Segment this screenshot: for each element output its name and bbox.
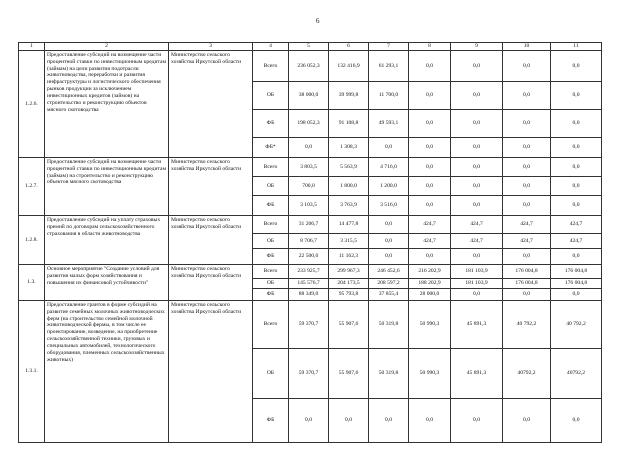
amount-cell: 0,0 — [551, 196, 602, 216]
table-body — [19, 43, 602, 443]
amount-cell: 0,0 — [551, 289, 602, 301]
amount-cell: 49 593,1 — [369, 110, 409, 138]
amount-cell: 50 319,8 — [369, 301, 409, 349]
header-cell: 11 — [551, 43, 602, 51]
funding-level: Всего — [253, 265, 289, 279]
funding-level: Всего — [253, 216, 289, 234]
funding-level: ФБ — [253, 399, 289, 443]
amount-cell: 8 706,7 — [289, 234, 329, 249]
amount-cell: 0,0 — [503, 249, 551, 265]
amount-cell: 0,0 — [369, 234, 409, 249]
header-cell: 7 — [369, 43, 409, 51]
amount-cell: 3 516,0 — [369, 196, 409, 216]
funding-level: ФБ — [253, 110, 289, 138]
row-executor: Министерство сельского хозяйства Иркутской области — [169, 265, 253, 301]
amount-cell: 424,7 — [409, 216, 451, 234]
amount-cell: 299 967,3 — [329, 265, 369, 279]
amount-cell: 0,0 — [409, 51, 451, 82]
header-row — [19, 43, 602, 51]
amount-cell: 0,0 — [451, 196, 503, 216]
amount-cell: 3 763,9 — [329, 196, 369, 216]
funding-level: ОБ — [253, 279, 289, 289]
amount-cell: 0,0 — [409, 158, 451, 177]
amount-cell: 22 500,0 — [289, 249, 329, 265]
amount-cell: 0,0 — [409, 196, 451, 216]
amount-cell: 3 103,5 — [289, 196, 329, 216]
budget-table — [18, 42, 602, 443]
amount-cell: 45 891,3 — [451, 349, 503, 399]
amount-cell: 0,0 — [451, 399, 503, 443]
funding-level: ОБ — [253, 234, 289, 249]
table-row — [19, 158, 602, 177]
header-cell: 5 — [289, 43, 329, 51]
amount-cell: 38 000,0 — [289, 82, 329, 110]
amount-cell: 0,0 — [369, 399, 409, 443]
amount-cell: 0,0 — [451, 158, 503, 177]
amount-cell: 55 907,6 — [329, 349, 369, 399]
amount-cell: 40 792,2 — [503, 301, 551, 349]
amount-cell: 424,7 — [503, 216, 551, 234]
amount-cell: 1 200,0 — [369, 177, 409, 196]
row-executor: Министерство сельского хозяйства Иркутской области — [169, 301, 253, 443]
amount-cell: 0,0 — [503, 196, 551, 216]
amount-cell: 3 803,5 — [289, 158, 329, 177]
amount-cell: 0,0 — [451, 177, 503, 196]
amount-cell: 50 990,3 — [409, 301, 451, 349]
table-row — [19, 265, 602, 279]
row-executor: Министерство сельского хозяйства Иркутской области — [169, 216, 253, 265]
amount-cell: 28 000,0 — [409, 289, 451, 301]
amount-cell: 424,7 — [551, 234, 602, 249]
row-executor: Министерство сельского хозяйства Иркутской области — [169, 158, 253, 216]
amount-cell: 0,0 — [551, 249, 602, 265]
header-cell: 4 — [253, 43, 289, 51]
amount-cell: 88 349,0 — [289, 289, 329, 301]
amount-cell: 95 793,8 — [329, 289, 369, 301]
amount-cell: 236 052,3 — [289, 51, 329, 82]
amount-cell: 40 792,2 — [551, 301, 602, 349]
header-cell: 3 — [169, 43, 253, 51]
amount-cell: 0,0 — [503, 82, 551, 110]
amount-cell: 0,0 — [451, 110, 503, 138]
amount-cell: 424,7 — [503, 234, 551, 249]
amount-cell: 181 103,9 — [451, 265, 503, 279]
amount-cell: 0,0 — [289, 138, 329, 158]
amount-cell: 91 108,8 — [329, 110, 369, 138]
amount-cell: 700,0 — [289, 177, 329, 196]
amount-cell: 1 308,3 — [329, 138, 369, 158]
amount-cell: 0,0 — [369, 216, 409, 234]
amount-cell: 55 907,6 — [329, 301, 369, 349]
amount-cell: 0,0 — [451, 249, 503, 265]
amount-cell: 424,7 — [451, 216, 503, 234]
amount-cell: 145 576,7 — [289, 279, 329, 289]
funding-level: Всего — [253, 51, 289, 82]
funding-level: ФБ — [253, 196, 289, 216]
amount-cell: 0,0 — [409, 138, 451, 158]
amount-cell: 61 293,1 — [369, 51, 409, 82]
amount-cell: 0,0 — [551, 399, 602, 443]
amount-cell: 0,0 — [503, 110, 551, 138]
funding-level: ОБ — [253, 177, 289, 196]
row-index: 1.3. — [19, 265, 45, 301]
amount-cell: 0,0 — [551, 177, 602, 196]
row-description: Предоставление субсидий на уплату страховых премий по договорам сельскохозяйственного страхования в области животноводства — [45, 216, 169, 265]
amount-cell: 4 716,0 — [369, 158, 409, 177]
amount-cell: 216 202,9 — [409, 265, 451, 279]
header-cell: 6 — [329, 43, 369, 51]
amount-cell: 0,0 — [551, 82, 602, 110]
amount-cell: 0,0 — [451, 51, 503, 82]
funding-level: Всего — [253, 158, 289, 177]
amount-cell: 424,7 — [451, 234, 503, 249]
header-cell: 10 — [503, 43, 551, 51]
amount-cell: 0,0 — [503, 138, 551, 158]
amount-cell: 59 370,7 — [289, 301, 329, 349]
amount-cell: 176 004,8 — [503, 279, 551, 289]
row-description: Предоставление субсидий на возмещение части процентной ставки по инвестиционным кредитам (займам) на цели развития подотрасли животноводства, переработки и развития инфраструктуры и логистического обеспечения рынков продукции за исключением инвестиционных кредитов (займов) на строительство и реконструкцию объектов мясного скотоводства — [45, 51, 169, 158]
amount-cell: 11 162,3 — [329, 249, 369, 265]
amount-cell: 50 319,8 — [369, 349, 409, 399]
amount-cell: 208 597,2 — [369, 279, 409, 289]
row-index: 1.3.1. — [19, 301, 45, 443]
header-cell: 2 — [45, 43, 169, 51]
row-index: 1.2.6. — [19, 51, 45, 158]
amount-cell: 0,0 — [409, 177, 451, 196]
amount-cell: 0,0 — [551, 51, 602, 82]
amount-cell: 1 800,0 — [329, 177, 369, 196]
amount-cell: 0,0 — [503, 158, 551, 177]
amount-cell: 5 563,9 — [329, 158, 369, 177]
amount-cell: 0,0 — [409, 249, 451, 265]
amount-cell: 132 416,9 — [329, 51, 369, 82]
amount-cell: 181 103,9 — [451, 279, 503, 289]
funding-level: Всего — [253, 301, 289, 349]
amount-cell: 176 004,8 — [551, 279, 602, 289]
amount-cell: 0,0 — [503, 289, 551, 301]
amount-cell: 0,0 — [503, 399, 551, 443]
table-row — [19, 301, 602, 349]
row-description: Предоставление субсидий на возмещение части процентной ставки по инвестиционным кредитам (займам) на строительство и реконструкцию объектов мясного скотоводства — [45, 158, 169, 216]
amount-cell: 50 990,3 — [409, 349, 451, 399]
amount-cell: 424,7 — [409, 234, 451, 249]
funding-level: ОБ — [253, 349, 289, 399]
table-row — [19, 216, 602, 234]
amount-cell: 0,0 — [369, 249, 409, 265]
amount-cell: 14 477,8 — [329, 216, 369, 234]
amount-cell: 0,0 — [551, 158, 602, 177]
amount-cell: 0,0 — [551, 110, 602, 138]
amount-cell: 0,0 — [409, 399, 451, 443]
amount-cell: 59 370,7 — [289, 349, 329, 399]
row-description: Предоставление грантов в форме субсидий на развитие семейных молочных животноводческих ферм (на строительство семейной молочной животноводческой фермы, в том числе ее проектирование, возведение, на приобретение сельскохозяйственной техники, грузовых и специальных автомобилей, технологического оборудования, племенных сельскохозяйственных животных) — [45, 301, 169, 443]
amount-cell: 198 052,3 — [289, 110, 329, 138]
amount-cell: 0,0 — [451, 82, 503, 110]
amount-cell: 176 004,8 — [551, 265, 602, 279]
amount-cell: 31 206,7 — [289, 216, 329, 234]
amount-cell: 188 202,9 — [409, 279, 451, 289]
row-index: 1.2.7. — [19, 158, 45, 216]
amount-cell: 233 925,7 — [289, 265, 329, 279]
header-cell: 8 — [409, 43, 451, 51]
amount-cell: 0,0 — [503, 177, 551, 196]
amount-cell: 176 004,8 — [503, 265, 551, 279]
amount-cell: 0,0 — [329, 399, 369, 443]
amount-cell: 0,0 — [451, 289, 503, 301]
amount-cell: 40792,2 — [503, 349, 551, 399]
amount-cell: 37 855,4 — [369, 289, 409, 301]
amount-cell: 0,0 — [551, 138, 602, 158]
funding-level: ФБ — [253, 249, 289, 265]
amount-cell: 0,0 — [451, 138, 503, 158]
amount-cell: 204 173,5 — [329, 279, 369, 289]
amount-cell: 3 315,5 — [329, 234, 369, 249]
amount-cell: 0,0 — [369, 138, 409, 158]
amount-cell: 39 999,8 — [329, 82, 369, 110]
amount-cell: 0,0 — [503, 51, 551, 82]
funding-level: ФБ* — [253, 138, 289, 158]
amount-cell: 45 891,3 — [451, 301, 503, 349]
amount-cell: 0,0 — [289, 399, 329, 443]
header-cell: 9 — [451, 43, 503, 51]
amount-cell: 0,0 — [409, 82, 451, 110]
funding-level: ОБ — [253, 82, 289, 110]
amount-cell: 0,0 — [409, 110, 451, 138]
header-cell: 1 — [19, 43, 45, 51]
funding-level: ФБ — [253, 289, 289, 301]
row-index: 1.2.8. — [19, 216, 45, 265]
amount-cell: 11 700,0 — [369, 82, 409, 110]
amount-cell: 246 452,6 — [369, 265, 409, 279]
row-description: Основное мероприятие "Создание условий для развития малых форм хозяйствования и повышения их финансовой устойчивости" — [45, 265, 169, 301]
amount-cell: 424,7 — [551, 216, 602, 234]
row-executor: Министерство сельского хозяйства Иркутской области — [169, 51, 253, 158]
page-number: 6 — [316, 17, 320, 25]
table-row — [19, 51, 602, 82]
amount-cell: 40792,2 — [551, 349, 602, 399]
